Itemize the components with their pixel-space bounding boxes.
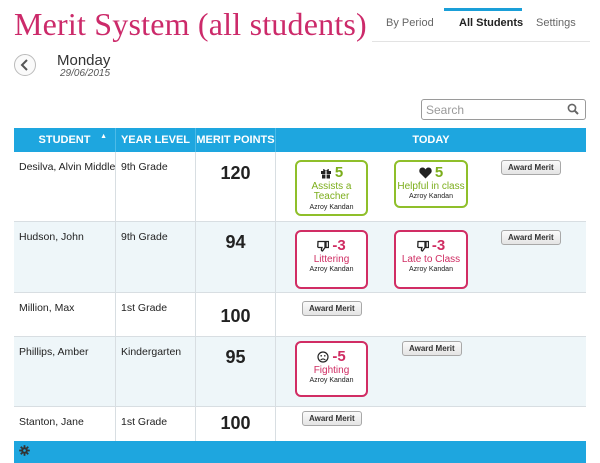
tab-by-period[interactable]: By Period — [386, 17, 434, 29]
search-box[interactable] — [421, 99, 586, 120]
day-name: Monday — [57, 52, 111, 69]
thumbs-down-icon — [417, 240, 429, 252]
year-level: Kindergarten — [116, 337, 196, 406]
merit-description: Assists a Teacher — [311, 180, 352, 203]
tab-all-students[interactable]: All Students — [459, 17, 524, 29]
column-header-merit-points[interactable]: MERIT POINTS — [196, 128, 276, 152]
merit-points: 120 — [196, 152, 276, 221]
student-name[interactable]: Desilva, Alvin Middle — [14, 152, 116, 221]
merit-description: Helpful in class — [397, 180, 465, 192]
student-name[interactable]: Phillips, Amber — [14, 337, 116, 406]
sad-face-icon — [317, 351, 329, 363]
date-label: 29/06/2015 — [60, 68, 111, 79]
search-input[interactable] — [426, 102, 561, 117]
year-level: 1st Grade — [116, 293, 196, 336]
teacher-name: Azroy Kandan — [409, 193, 453, 201]
column-header-today: TODAY — [276, 128, 586, 152]
merit-card[interactable] — [295, 230, 368, 289]
table-row — [14, 152, 586, 222]
table-row — [14, 337, 586, 407]
chevron-left-icon — [20, 59, 30, 71]
merit-description: Fighting — [313, 364, 350, 376]
student-name[interactable]: Million, Max — [14, 293, 116, 336]
merit-card[interactable] — [295, 341, 368, 397]
today-cell — [276, 152, 586, 221]
merit-value: 5 — [434, 164, 444, 181]
page-title: Merit System (all students) — [14, 6, 367, 42]
heart-icon — [419, 167, 432, 179]
award-merit-button[interactable]: Award Merit — [402, 341, 462, 356]
table-row — [14, 222, 586, 293]
teacher-name: Azroy Kandan — [409, 266, 453, 274]
merit-card[interactable] — [394, 230, 468, 289]
student-name[interactable]: Hudson, John — [14, 222, 116, 292]
merit-points: 100 — [196, 293, 276, 336]
award-merit-button[interactable]: Award Merit — [501, 160, 561, 175]
award-merit-button[interactable]: Award Merit — [302, 301, 362, 316]
year-level: 9th Grade — [116, 222, 196, 292]
thumbs-down-icon — [317, 240, 329, 252]
teacher-name: Azroy Kandan — [309, 377, 354, 385]
column-header-year-level[interactable]: YEAR LEVEL — [116, 128, 196, 152]
today-cell — [276, 293, 586, 336]
student-name[interactable]: Stanton, Jane — [14, 407, 116, 441]
table-row — [14, 407, 586, 441]
students-table — [14, 128, 586, 463]
teacher-name: Azroy Kandan — [309, 203, 354, 211]
merit-card[interactable] — [295, 160, 368, 216]
gear-icon[interactable] — [19, 445, 30, 456]
merit-description: Littering — [313, 253, 350, 265]
column-header-student[interactable]: STUDENT ▲ — [14, 128, 116, 152]
merit-value: -3 — [431, 237, 446, 254]
award-merit-button[interactable]: Award Merit — [302, 411, 362, 426]
today-cell — [276, 407, 586, 441]
back-button[interactable] — [14, 54, 36, 76]
year-level: 9th Grade — [116, 152, 196, 221]
table-row — [14, 293, 586, 337]
merit-card[interactable] — [394, 160, 468, 208]
merit-points: 94 — [196, 222, 276, 292]
tab-settings[interactable]: Settings — [536, 17, 576, 29]
sort-ascending-icon[interactable]: ▲ — [100, 133, 107, 140]
top-nav — [372, 8, 590, 42]
active-tab-indicator — [444, 8, 522, 11]
merit-description: Late to Class — [401, 253, 461, 265]
merit-value: 5 — [334, 164, 344, 181]
today-cell — [276, 337, 586, 406]
merit-points: 95 — [196, 337, 276, 406]
merit-points: 100 — [196, 407, 276, 441]
teacher-name: Azroy Kandan — [309, 266, 354, 274]
search-icon[interactable] — [567, 103, 579, 115]
award-merit-button[interactable]: Award Merit — [501, 230, 561, 245]
table-footer — [14, 441, 586, 463]
year-level: 1st Grade — [116, 407, 196, 441]
today-cell — [276, 222, 586, 292]
merit-value: -3 — [332, 237, 346, 254]
gift-icon — [320, 167, 332, 179]
merit-value: -5 — [332, 348, 346, 365]
